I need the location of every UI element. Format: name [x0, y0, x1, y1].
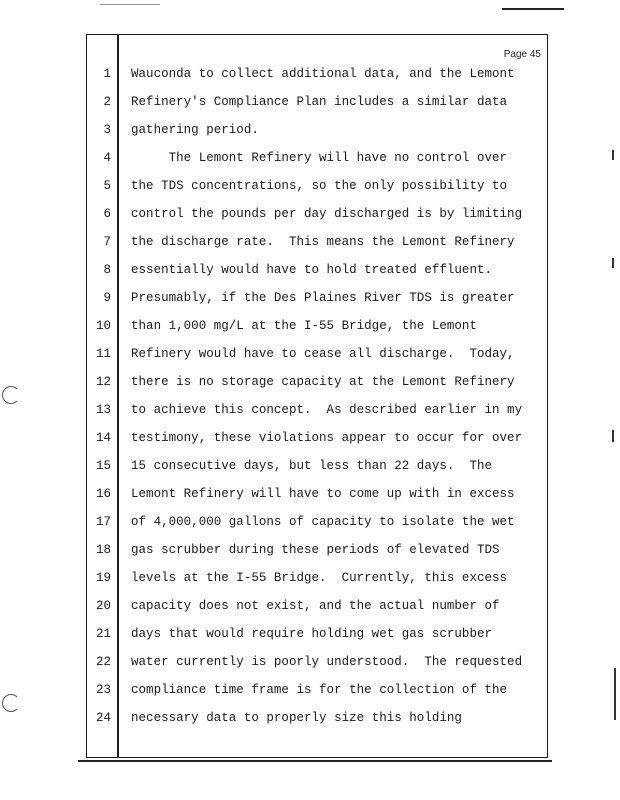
line-number: 7: [103, 235, 111, 249]
line-text: Lemont Refinery will have to come up with in excess: [131, 487, 515, 501]
line-number: 11: [95, 347, 111, 361]
line-text: levels at the I-55 Bridge. Currently, this excess: [131, 571, 508, 585]
line-text: water currently is poorly understood. The requested: [131, 655, 523, 669]
line-text: gathering period.: [131, 123, 259, 137]
line-number: 17: [95, 515, 111, 529]
line-text: to achieve this concept. As described earlier in my: [131, 403, 523, 417]
line-number: 1: [103, 67, 111, 81]
scan-tick-right-2: [612, 258, 614, 268]
line-text: than 1,000 mg/L at the I-55 Bridge, the Lemont: [131, 319, 477, 333]
line-text: there is no storage capacity at the Lemont Refinery: [131, 375, 515, 389]
line-number: 8: [103, 263, 111, 277]
line-text: control the pounds per day discharged is by limiting: [131, 207, 523, 221]
line-number: 16: [95, 487, 111, 501]
line-number: 12: [95, 375, 111, 389]
scan-tick-right-1: [612, 150, 614, 160]
line-number: 3: [103, 123, 111, 137]
line-number: 19: [95, 571, 111, 585]
scan-tick-right-4: [614, 668, 616, 720]
line-number: 24: [95, 711, 111, 725]
line-number: 21: [95, 627, 111, 641]
line-text: compliance time frame is for the collection of the: [131, 683, 508, 697]
bottom-rule: [78, 760, 552, 762]
scan-mark-top-right: [502, 8, 564, 10]
line-text: Refinery's Compliance Plan includes a similar data: [131, 95, 508, 109]
line-text: The Lemont Refinery will have no control over: [131, 151, 508, 165]
line-number: 20: [95, 599, 111, 613]
line-text: testimony, these violations appear to occur for over: [131, 431, 523, 445]
line-number: 2: [103, 95, 111, 109]
line-number: 9: [103, 291, 111, 305]
transcript-page: [86, 34, 548, 758]
line-text: days that would require holding wet gas scrubber: [131, 627, 493, 641]
line-text: capacity does not exist, and the actual number of: [131, 599, 500, 613]
line-text: essentially would have to hold treated effluent.: [131, 263, 493, 277]
punch-hole-lower: [2, 694, 20, 712]
scan-tick-right-3: [612, 430, 614, 442]
line-text: 15 consecutive days, but less than 22 days. The: [131, 459, 493, 473]
line-number: 15: [95, 459, 111, 473]
left-margin-rule: [117, 35, 119, 757]
line-number: 23: [95, 683, 111, 697]
line-text: the TDS concentrations, so the only possibility to: [131, 179, 508, 193]
line-number: 13: [95, 403, 111, 417]
page-number: Page 45: [503, 49, 541, 60]
line-number: 18: [95, 543, 111, 557]
line-number: 6: [103, 207, 111, 221]
line-number: 14: [95, 431, 111, 445]
line-text: Wauconda to collect additional data, and the Lemont: [131, 67, 515, 81]
line-text: the discharge rate. This means the Lemont Refinery: [131, 235, 515, 249]
line-number: 4: [103, 151, 111, 165]
line-text: gas scrubber during these periods of elevated TDS: [131, 543, 500, 557]
scan-mark-top-left: [100, 4, 160, 5]
line-text: of 4,000,000 gallons of capacity to isolate the wet: [131, 515, 515, 529]
line-text: Refinery would have to cease all discharge. Today,: [131, 347, 515, 361]
line-number: 5: [103, 179, 111, 193]
line-number: 22: [95, 655, 111, 669]
line-text: necessary data to properly size this holding: [131, 711, 462, 725]
line-text: Presumably, if the Des Plaines River TDS is greater: [131, 291, 515, 305]
punch-hole-upper: [2, 386, 20, 404]
line-number: 10: [95, 319, 111, 333]
